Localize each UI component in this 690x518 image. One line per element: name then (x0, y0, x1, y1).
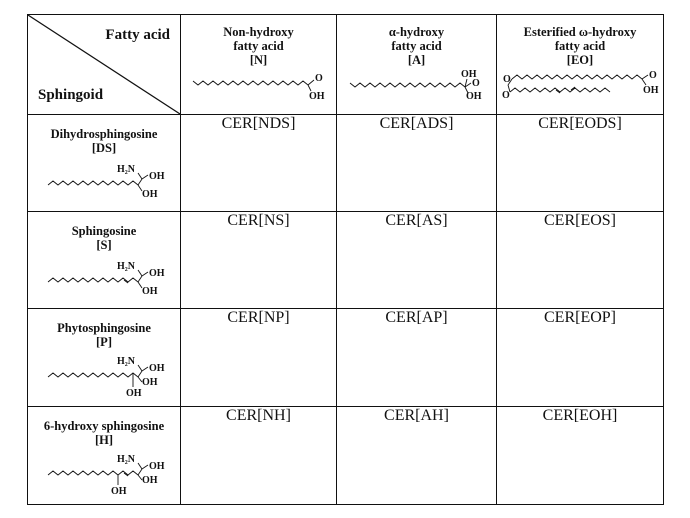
ceramide-cell: CER[EOH] (497, 407, 664, 505)
acid-oh-label: OH (643, 85, 659, 96)
row-code: [H] (94, 433, 114, 447)
row-title: Sphingosine (71, 224, 137, 238)
phytosphingosine-structure (34, 351, 174, 397)
table-row (28, 309, 664, 407)
column-title-line1: α-hydroxy (388, 25, 445, 39)
column-title-line1: Esterified ω-hydroxy (523, 25, 637, 39)
column-title-line1: Non-hydroxy (223, 25, 294, 39)
carbonyl-o-label: O (471, 78, 480, 89)
hydroxyl-label: OH (111, 486, 127, 495)
acid-oh-label: OH (465, 91, 482, 99)
ester-carbonyl-o-label: O (502, 90, 510, 101)
hydroxyl-label: OH (149, 171, 165, 182)
ceramide-cell: CER[EOP] (497, 309, 664, 407)
ceramide-cell: CER[EOS] (497, 212, 664, 309)
ester-o-label: O (503, 74, 511, 85)
table-row (28, 212, 664, 309)
ceramide-cell: CER[NDS] (181, 115, 337, 212)
hydroxyl-label: OH (142, 286, 158, 296)
ceramide-cell: CER[AP] (337, 309, 497, 407)
fatty-acid-axis-label: Fatty acid (105, 27, 170, 43)
row-header-dihydrosphingosine (28, 115, 181, 212)
hydroxyl-label: OH (142, 475, 158, 486)
sphingosine-structure (34, 254, 174, 296)
column-code: [N] (249, 53, 268, 67)
row-header-phytosphingosine (28, 309, 181, 407)
row-title: Phytosphingosine (57, 321, 151, 335)
row-code: [S] (96, 238, 112, 252)
hydroxyl-label: OH (149, 268, 165, 279)
column-title-line2: fatty acid (233, 39, 284, 53)
carbonyl-o-label: O (649, 70, 657, 81)
column-header-non-hydroxy (181, 15, 337, 115)
column-code: [EO] (566, 53, 594, 67)
column-header-alpha-hydroxy (337, 15, 497, 115)
ceramide-cell: CER[AH] (337, 407, 497, 505)
column-code: [A] (407, 53, 426, 67)
ceramide-cell: CER[AS] (337, 212, 497, 309)
ceramide-cell: CER[NP] (181, 309, 337, 407)
hydroxyl-label: OH (142, 189, 158, 199)
hydroxyl-label: OH (126, 388, 142, 397)
amine-label: H₂N (117, 261, 135, 272)
non-hydroxy-fatty-acid-structure (189, 69, 329, 99)
column-header-esterified-omega-hydroxy (497, 15, 664, 115)
acid-oh-label: OH (308, 91, 325, 99)
header-row (28, 15, 664, 115)
row-code: [P] (96, 335, 112, 349)
table-row (28, 407, 664, 505)
6-hydroxy-sphingosine-structure (34, 449, 174, 495)
row-header-sphingosine (28, 212, 181, 309)
ceramide-cell: CER[ADS] (337, 115, 497, 212)
ceramide-cell: CER[EODS] (497, 115, 664, 212)
table-row (28, 115, 664, 212)
dihydrosphingosine-structure (34, 157, 174, 199)
row-header-6-hydroxy-sphingosine (28, 407, 181, 505)
amine-label: H₂N (117, 356, 135, 367)
amine-label: H₂N (117, 164, 135, 175)
alpha-hydroxy-fatty-acid-structure (346, 69, 488, 99)
esterified-omega-hydroxy-fatty-acid-structure (500, 69, 660, 103)
hydroxyl-label: OH (149, 461, 165, 472)
ceramide-cell: CER[NH] (181, 407, 337, 505)
alpha-oh-label: OH (460, 69, 477, 80)
column-title-line2: fatty acid (391, 39, 442, 53)
row-title: Dihydrosphingosine (50, 127, 158, 141)
ceramide-cell: CER[NS] (181, 212, 337, 309)
carbonyl-o-label: O (314, 73, 323, 84)
sphingoid-axis-label: Sphingoid (38, 87, 104, 103)
row-title: 6-hydroxy sphingosine (43, 419, 165, 433)
row-code: [DS] (91, 141, 117, 155)
corner-cell (28, 15, 181, 115)
column-title-line2: fatty acid (554, 39, 606, 53)
hydroxyl-label: OH (142, 377, 158, 388)
hydroxyl-label: OH (149, 363, 165, 374)
amine-label: H₂N (117, 454, 135, 465)
ceramide-classification-table (27, 14, 664, 505)
